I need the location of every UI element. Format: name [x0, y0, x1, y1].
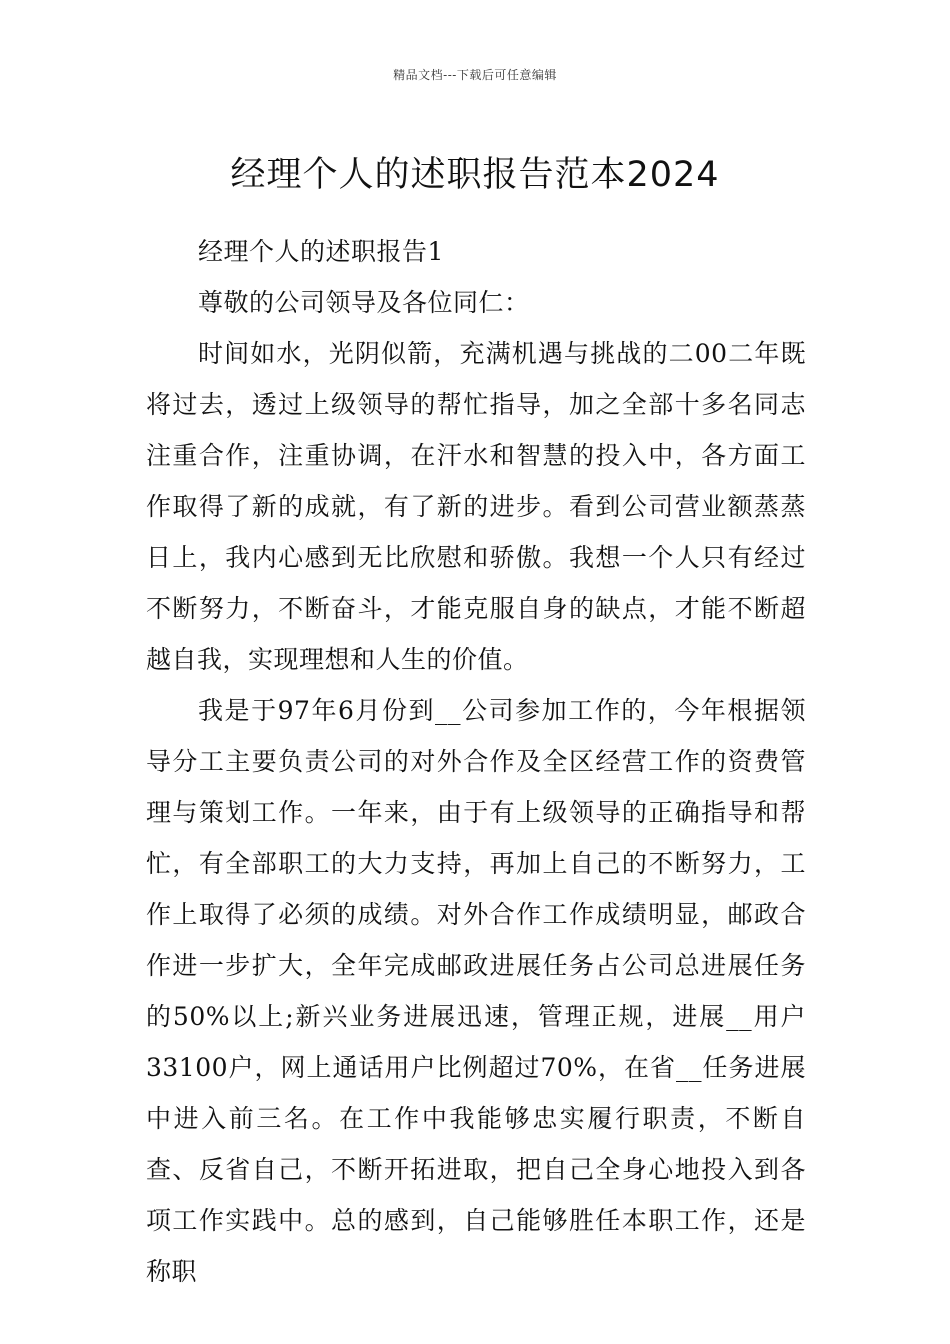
section-heading: 经理个人的述职报告1 — [198, 237, 444, 266]
document-title: 经理个人的述职报告范本2024 — [230, 155, 720, 196]
document-body — [146, 226, 806, 1297]
header-note: 精品文档---下载后可任意编辑 — [393, 68, 557, 82]
body-paragraph: 我是于97年6月份到__公司参加工作的，今年根据领导分工主要负责公司的对外合作及全区经营工作的资费管理与策划工作。一年来，由于有上级领导的正确指导和帮忙，有全部职工的大力支持，再加上自己的不断努力，工作上取得了必须的成绩。对外合作工作成绩明显，邮政合作进一步扩大，全年完成邮政进展任务占公司总进展任务的50%以上;新兴业务进展迅速，管理正规，进展__用户33100户，网上通话用户比例超过70%，在省__任务进展中进入前三名。在工作中我能够忠实履行职责，不断自查、反省自己，不断开拓进取，把自己全身心地投入到各项工作实践中。总的感到，自己能够胜任本职工作，还是称职 — [146, 696, 806, 1286]
body-paragraph: 时间如水，光阴似箭，充满机遇与挑战的二00二年既将过去，透过上级领导的帮忙指导，加之全部十多名同志注重合作，注重协调，在汗水和智慧的投入中，各方面工作取得了新的成就，有了新的进步。看到公司营业额蒸蒸日上，我内心感到无比欣慰和骄傲。我想一个人只有经过不断努力，不断奋斗，才能克服自身的缺点，才能不断超越自我，实现理想和人生的价值。 — [146, 339, 806, 674]
salutation: 尊敬的公司领导及各位同仁： — [198, 288, 530, 317]
